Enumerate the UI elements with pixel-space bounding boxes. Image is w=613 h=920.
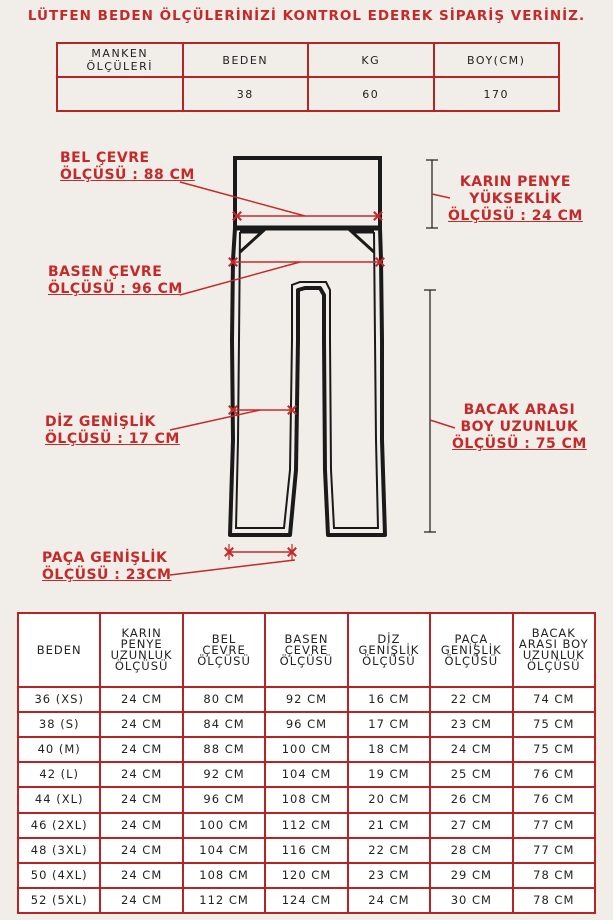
model-header-cell: BEDEN [183, 43, 309, 77]
karin-label-line1: KARIN PENYE [459, 174, 571, 190]
measure-cell: 108 CM [265, 787, 347, 812]
header-beden [18, 613, 100, 687]
measure-cell: 16 CM [348, 687, 430, 712]
measure-cell: 75 CM [513, 737, 595, 762]
table-row [18, 838, 595, 863]
header-line: PENYE [120, 637, 163, 651]
header-line: BACAK [531, 626, 576, 640]
bacak-label-line2: BOY UZUNLUK [460, 419, 579, 435]
header-line: ÇEVRE [202, 642, 246, 657]
bel-label-line1: BEL ÇEVRE [60, 150, 150, 166]
size-label-cell: 36 (XS) [18, 687, 100, 712]
pants-diagram [0, 140, 613, 600]
bel-label [60, 150, 195, 184]
header-line: ÖLÇÜSÜ [362, 653, 416, 668]
measure-cell: 104 CM [183, 838, 265, 863]
table-row [18, 762, 595, 787]
karin-label [448, 174, 583, 225]
size-label-cell: 48 (3XL) [18, 838, 100, 863]
basen-label-line1: BASEN ÇEVRE [48, 264, 163, 280]
header-line: ARASI BOY [518, 637, 589, 651]
header-line: UZUNLUK [522, 648, 585, 662]
table-row [18, 737, 595, 762]
basen-label [48, 264, 183, 298]
basen-label-line2: ÖLÇÜSÜ : 96 CM [48, 281, 183, 297]
measure-cell: 76 CM [513, 762, 595, 787]
measure-cell: 108 CM [183, 863, 265, 888]
page-title: LÜTFEN BEDEN ÖLÇÜLERİNİZİ KONTROL EDEREK SİPARİŞ VERİNİZ. [27, 8, 586, 24]
measure-cell: 116 CM [265, 838, 347, 863]
measure-cell: 120 CM [265, 863, 347, 888]
measure-cell: 80 CM [183, 687, 265, 712]
measure-cell: 78 CM [513, 888, 595, 913]
measure-cell: 77 CM [513, 838, 595, 863]
model-value-cell: 170 [434, 77, 560, 111]
measure-cell: 78 CM [513, 863, 595, 888]
header-line: PAÇA [454, 631, 489, 646]
size-label-cell: 44 (XL) [18, 787, 100, 812]
karin-label-line3: ÖLÇÜSÜ : 24 CM [448, 208, 583, 224]
measure-cell: 19 CM [348, 762, 430, 787]
measure-cell: 104 CM [265, 762, 347, 787]
table-row [18, 888, 595, 913]
measure-cell: 17 CM [348, 712, 430, 737]
header-bel [183, 613, 265, 687]
measure-cell: 22 CM [348, 838, 430, 863]
header-basen [265, 613, 347, 687]
table-row [18, 813, 595, 838]
table-row [18, 687, 595, 712]
header-line: ÇEVRE [284, 642, 329, 657]
paca-label-line1: PAÇA GENİŞLİK [42, 550, 168, 566]
measure-cell: 24 CM [100, 863, 182, 888]
measure-cell: 20 CM [348, 787, 430, 812]
size-label-cell: 38 (S) [18, 712, 100, 737]
header-line: BEL [211, 631, 237, 646]
measure-cell: 24 CM [100, 888, 182, 913]
model-value-cell: 60 [308, 77, 434, 111]
measure-cell: 77 CM [513, 813, 595, 838]
measure-cell: 24 CM [100, 838, 182, 863]
measure-cell: 24 CM [100, 687, 182, 712]
measure-cell: 96 CM [265, 712, 347, 737]
measure-cell: 24 CM [100, 737, 182, 762]
measure-cell: 92 CM [265, 687, 347, 712]
header-line: GENİŞLİK [358, 642, 420, 657]
header-line: DİZ [377, 631, 401, 646]
measure-cell: 24 CM [348, 888, 430, 913]
header-line: ÖLÇÜSÜ [526, 659, 581, 673]
measure-cell: 24 CM [100, 813, 182, 838]
table-row [18, 787, 595, 812]
table-row [18, 863, 595, 888]
size-table [17, 612, 596, 914]
measure-cell: 30 CM [430, 888, 512, 913]
model-value-cell: 38 [183, 77, 309, 111]
diz-label-line2: ÖLÇÜSÜ : 17 CM [45, 431, 180, 447]
bacak-label-line1: BACAK ARASI [463, 402, 576, 418]
bel-label-line2: ÖLÇÜSÜ : 88 CM [60, 167, 195, 183]
karin-measure-line [426, 160, 450, 228]
measure-cell: 26 CM [430, 787, 512, 812]
measure-cell: 18 CM [348, 737, 430, 762]
measure-cell: 25 CM [430, 762, 512, 787]
measure-cell: 27 CM [430, 813, 512, 838]
header-line: KARIN [121, 626, 162, 640]
size-table-header-row [18, 613, 595, 687]
bacak-measure-line [424, 290, 455, 532]
size-label-cell: 40 (M) [18, 737, 100, 762]
header-karin [100, 613, 182, 687]
measure-cell: 24 CM [100, 712, 182, 737]
header-line: BEDEN [36, 642, 82, 657]
header-line: ÖLÇÜSÜ [197, 653, 251, 668]
measure-cell: 75 CM [513, 712, 595, 737]
size-label-cell: 52 (5XL) [18, 888, 100, 913]
model-measurements-table [56, 42, 560, 112]
header-line: GENİŞLİK [440, 642, 502, 657]
leg-outline [230, 228, 385, 535]
measure-cell: 84 CM [183, 712, 265, 737]
model-value-cell [57, 77, 183, 111]
measure-cell: 96 CM [183, 787, 265, 812]
paca-measure-line [170, 544, 295, 575]
hip-yoke-lines [236, 228, 378, 252]
measure-cell: 21 CM [348, 813, 430, 838]
measure-cell: 88 CM [183, 737, 265, 762]
size-table-body [18, 687, 595, 913]
measure-cell: 23 CM [430, 712, 512, 737]
size-label-cell: 50 (4XL) [18, 863, 100, 888]
measure-cell: 76 CM [513, 787, 595, 812]
bel-measure-line [180, 182, 378, 216]
measure-cell: 23 CM [348, 863, 430, 888]
bacak-label [452, 402, 587, 453]
header-line: ÖLÇÜSÜ [114, 659, 169, 673]
model-header-cell: KG [308, 43, 434, 77]
header-paca [430, 613, 512, 687]
paca-label-line2: ÖLÇÜSÜ : 23CM [42, 567, 172, 583]
size-label-cell: 46 (2XL) [18, 813, 100, 838]
header-line: ÖLÇÜSÜ [279, 653, 334, 668]
measure-cell: 24 CM [430, 737, 512, 762]
model-header-cell: MANKEN ÖLÇÜLERİ [57, 43, 183, 77]
header-line: ÖLÇÜSÜ [444, 653, 499, 668]
header-line: BASEN [284, 631, 329, 646]
bacak-label-line3: ÖLÇÜSÜ : 75 CM [452, 436, 587, 452]
measure-cell: 100 CM [265, 737, 347, 762]
measure-cell: 100 CM [183, 813, 265, 838]
basen-measure-line [180, 262, 380, 295]
header-line: UZUNLUK [110, 648, 173, 662]
measure-cell: 28 CM [430, 838, 512, 863]
measure-cell: 112 CM [183, 888, 265, 913]
model-header-cell: BOY(CM) [434, 43, 560, 77]
measure-cell: 24 CM [100, 762, 182, 787]
diz-label [45, 414, 180, 448]
header-diz [348, 613, 430, 687]
measure-cell: 22 CM [430, 687, 512, 712]
waistband-outline [235, 158, 380, 228]
model-table-header-row [57, 43, 559, 77]
measure-cell: 74 CM [513, 687, 595, 712]
measure-cell: 24 CM [100, 787, 182, 812]
paca-label [42, 550, 171, 584]
header-bacak [513, 613, 595, 687]
model-table-value-row [57, 77, 559, 111]
measure-cell: 92 CM [183, 762, 265, 787]
measure-cell: 124 CM [265, 888, 347, 913]
measure-cell: 112 CM [265, 813, 347, 838]
table-row [18, 712, 595, 737]
karin-label-line2: YÜKSEKLİK [469, 191, 562, 207]
diz-label-line1: DİZ GENİŞLİK [45, 414, 156, 430]
measure-cell: 29 CM [430, 863, 512, 888]
size-label-cell: 42 (L) [18, 762, 100, 787]
